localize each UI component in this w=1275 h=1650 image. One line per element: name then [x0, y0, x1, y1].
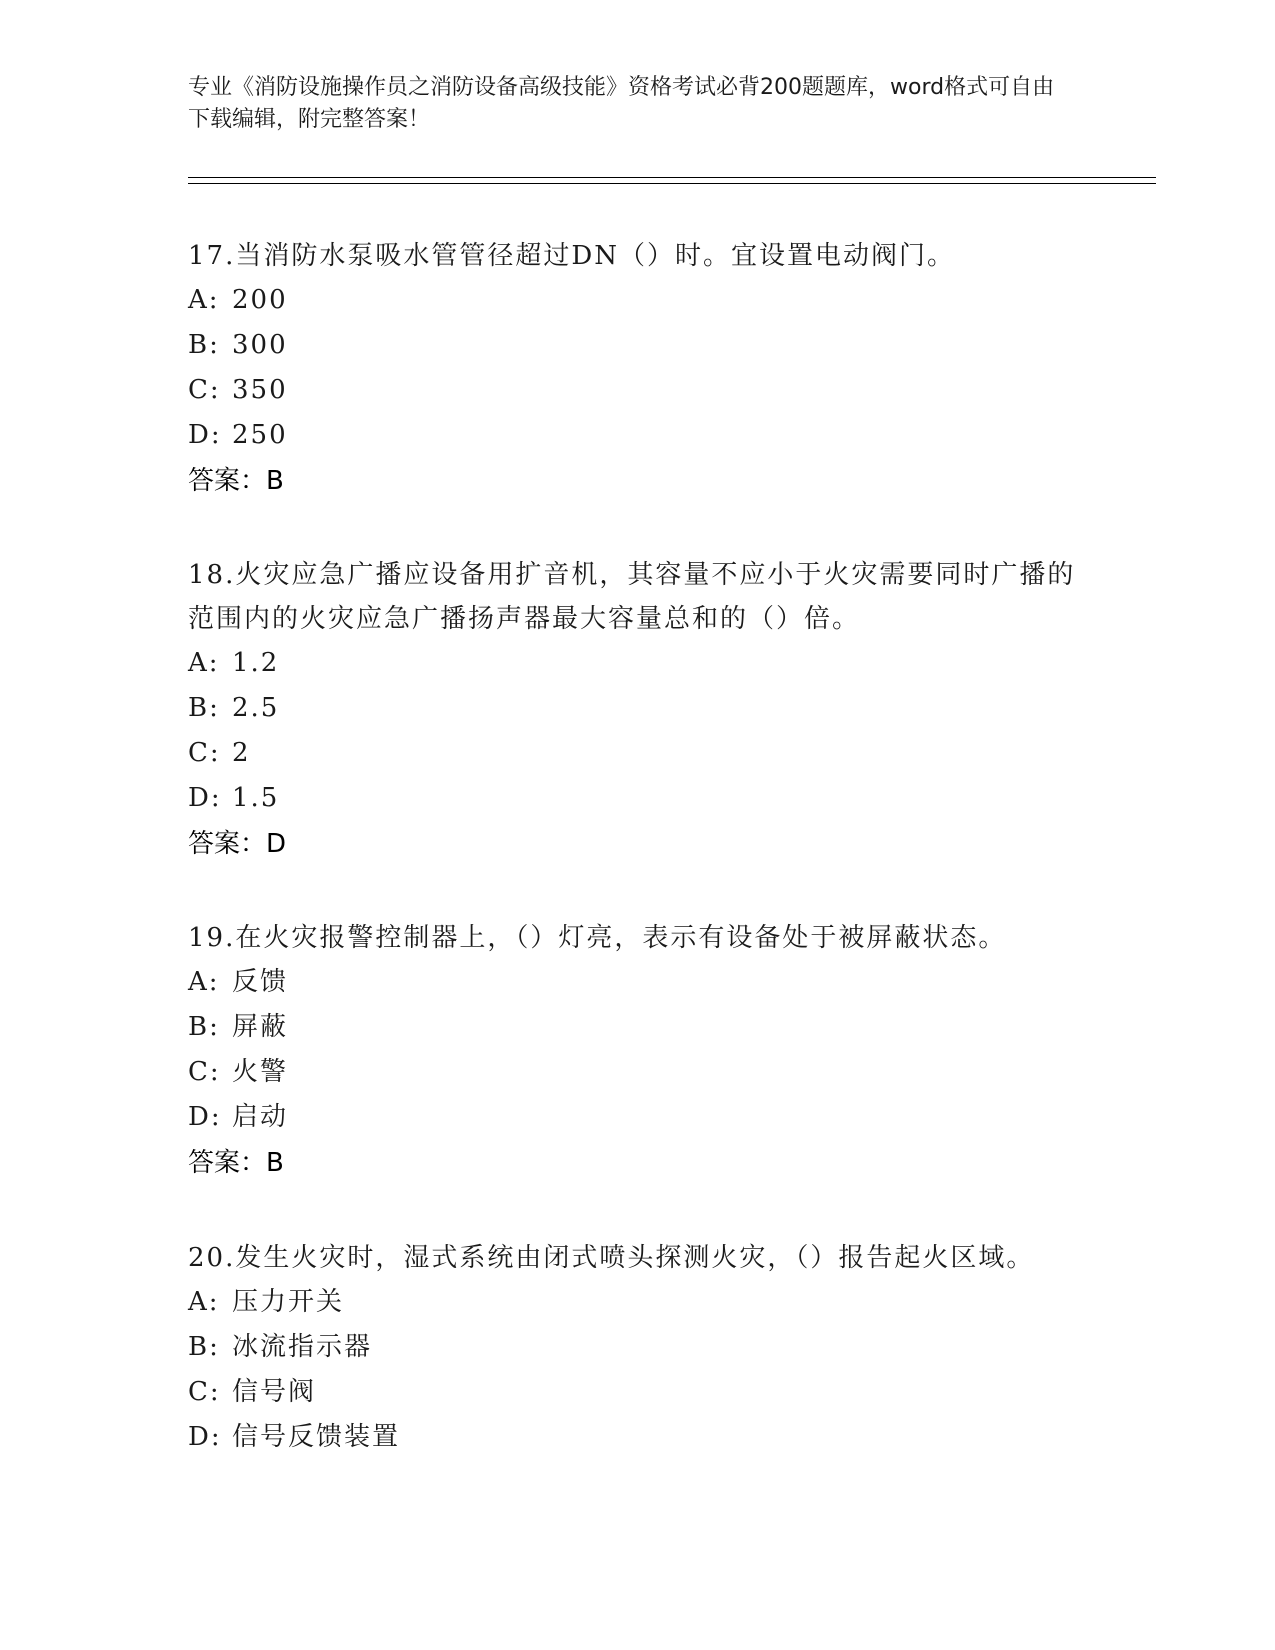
option-label: D: [188, 420, 222, 450]
option-c [188, 368, 1088, 413]
option-a [188, 1280, 1088, 1325]
answer: 答案：B [188, 466, 284, 496]
option-label: D: [188, 1422, 222, 1452]
option-label: D: [188, 783, 222, 813]
option-text: 压力开关 [232, 1287, 345, 1317]
option-text: 冰流指示器 [232, 1332, 373, 1362]
option-text: 2 [232, 738, 251, 768]
option-d [188, 1095, 1088, 1140]
option-label: B: [188, 330, 220, 360]
option-b [188, 1325, 1088, 1370]
option-label: C: [188, 1057, 221, 1087]
option-text: 屏蔽 [232, 1012, 289, 1042]
question-stem: 19.在火灾报警控制器上，（）灯亮，表示有设备处于被屏蔽状态。 [188, 923, 1007, 953]
option-label: C: [188, 375, 221, 405]
option-b [188, 1005, 1088, 1050]
option-a [188, 960, 1088, 1005]
option-label: A: [188, 1287, 220, 1317]
question-stem: 20.发生火灾时，湿式系统由闭式喷头探测火灾，（）报告起火区域。 [188, 1243, 1035, 1273]
option-text: 1.2 [232, 648, 280, 678]
option-text: 300 [232, 330, 288, 360]
option-text: 2.5 [232, 693, 280, 723]
document-header: 专业《消防设施操作员之消防设备高级技能》资格考试必背200题题库，word格式可自由下载编辑，附完整答案！ [188, 75, 1055, 132]
option-a [188, 641, 1088, 686]
option-text: 200 [232, 285, 288, 315]
option-b [188, 686, 1088, 731]
option-label: C: [188, 738, 221, 768]
question-20 [188, 1236, 1088, 1460]
answer: 答案：B [188, 1148, 284, 1178]
question-stem: 18.火灾应急广播应设备用扩音机，其容量不应小于火灾需要同时广播的范围内的火灾应急广播扬声器最大容量总和的（）倍。 [188, 560, 1076, 634]
option-text: 250 [232, 420, 288, 450]
option-label: D: [188, 1102, 222, 1132]
option-text: 反馈 [232, 967, 289, 997]
answer: 答案：D [188, 829, 287, 859]
option-text: 火警 [232, 1057, 289, 1087]
question-17 [188, 234, 1088, 504]
option-text: 信号反馈装置 [232, 1422, 401, 1452]
option-label: B: [188, 1332, 220, 1362]
option-text: 信号阀 [232, 1377, 317, 1407]
option-c [188, 1050, 1088, 1095]
option-d [188, 776, 1088, 821]
option-label: B: [188, 693, 220, 723]
option-c [188, 731, 1088, 776]
option-label: A: [188, 648, 220, 678]
question-18 [188, 553, 1088, 867]
question-19 [188, 916, 1088, 1186]
option-c [188, 1370, 1088, 1415]
option-d [188, 413, 1088, 458]
option-label: A: [188, 967, 220, 997]
header-divider-bottom [188, 183, 1156, 184]
option-label: A: [188, 285, 220, 315]
option-a [188, 278, 1088, 323]
option-text: 350 [232, 375, 288, 405]
option-label: B: [188, 1012, 220, 1042]
option-b [188, 323, 1088, 368]
option-label: C: [188, 1377, 221, 1407]
option-text: 启动 [232, 1102, 289, 1132]
option-text: 1.5 [232, 783, 280, 813]
option-d [188, 1415, 1088, 1460]
header-divider-top [188, 177, 1156, 178]
question-stem: 17.当消防水泵吸水管管径超过DN（）时。宜设置电动阀门。 [188, 241, 955, 271]
